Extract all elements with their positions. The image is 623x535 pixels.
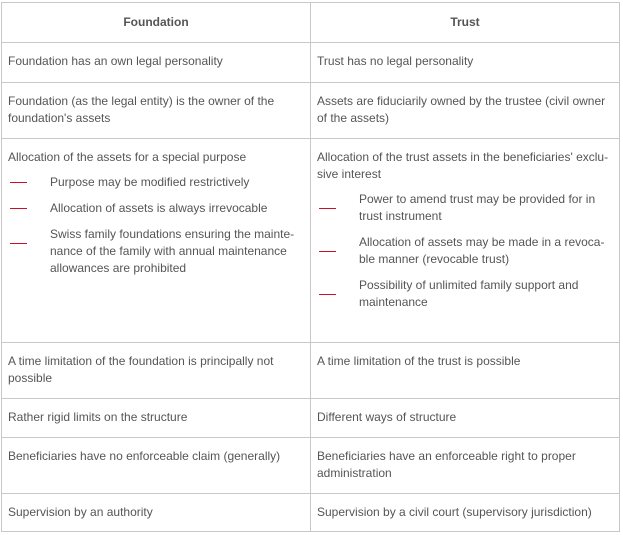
list-item [317,234,609,268]
dash-bullet-icon [10,208,27,209]
list-item [317,191,609,225]
list-item [8,200,300,217]
trust-cell: Beneficiaries have an enforceable right to proper administration [311,438,620,494]
foundation-cell: Foundation has an own legal personality [2,43,311,83]
foundation-cell: Beneficiaries have no enforceable claim (generally) [2,438,311,494]
dash-bullet-icon [319,208,336,209]
header-trust: Trust [311,3,620,43]
foundation-cell-text: Allocation of the assets for a special purpose [8,150,247,164]
trust-cell [311,139,620,343]
foundation-cell: Supervision by an authority [2,494,311,532]
table-row [2,494,620,532]
list-item [8,226,300,277]
dash-bullet-icon [319,294,336,295]
list-item-text: Swiss family foundations ensuring the maintenance of the family with annual maintenance allowances are prohibited [50,227,295,275]
list-item-text: Purpose may be modified restrictively [50,175,250,189]
dash-bullet-icon [319,251,336,252]
trust-bullet-list [317,191,609,311]
foundation-cell: Rather rigid limits on the structure [2,399,311,438]
trust-cell-text: Allocation of the trust assets in the beneficiaries' exclusive interest [317,150,609,181]
foundation-cell: A time limitation of the foundation is principally not possible [2,343,311,399]
table-row [2,43,620,83]
header-foundation: Foundation [2,3,311,43]
comparison-table [1,2,620,532]
dash-bullet-icon [10,182,27,183]
trust-cell: Assets are fiduciarily owned by the trustee (civil owner of the assets) [311,83,620,139]
list-item [8,174,300,191]
table-row [2,343,620,399]
table-row [2,399,620,438]
trust-cell: Different ways of structure [311,399,620,438]
list-item-text: Possibility of unlimited family support and maintenance [359,278,579,309]
list-item-text: Allocation of assets is always irrevocable [50,201,268,215]
table-row [2,139,620,343]
header-row [2,3,620,43]
foundation-bullet-list [8,174,300,277]
foundation-cell [2,139,311,343]
foundation-cell: Foundation (as the legal entity) is the owner of the foundation's assets [2,83,311,139]
list-item-text: Allocation of assets may be made in a revocable manner (revocable trust) [359,235,605,266]
table-row [2,83,620,139]
trust-cell: A time limitation of the trust is possible [311,343,620,399]
dash-bullet-icon [10,243,27,244]
trust-cell: Supervision by a civil court (supervisory jurisdiction) [311,494,620,532]
trust-cell: Trust has no legal personality [311,43,620,83]
list-item [317,277,609,311]
list-item-text: Power to amend trust may be provided for in trust instrument [359,192,596,223]
table-row [2,438,620,494]
